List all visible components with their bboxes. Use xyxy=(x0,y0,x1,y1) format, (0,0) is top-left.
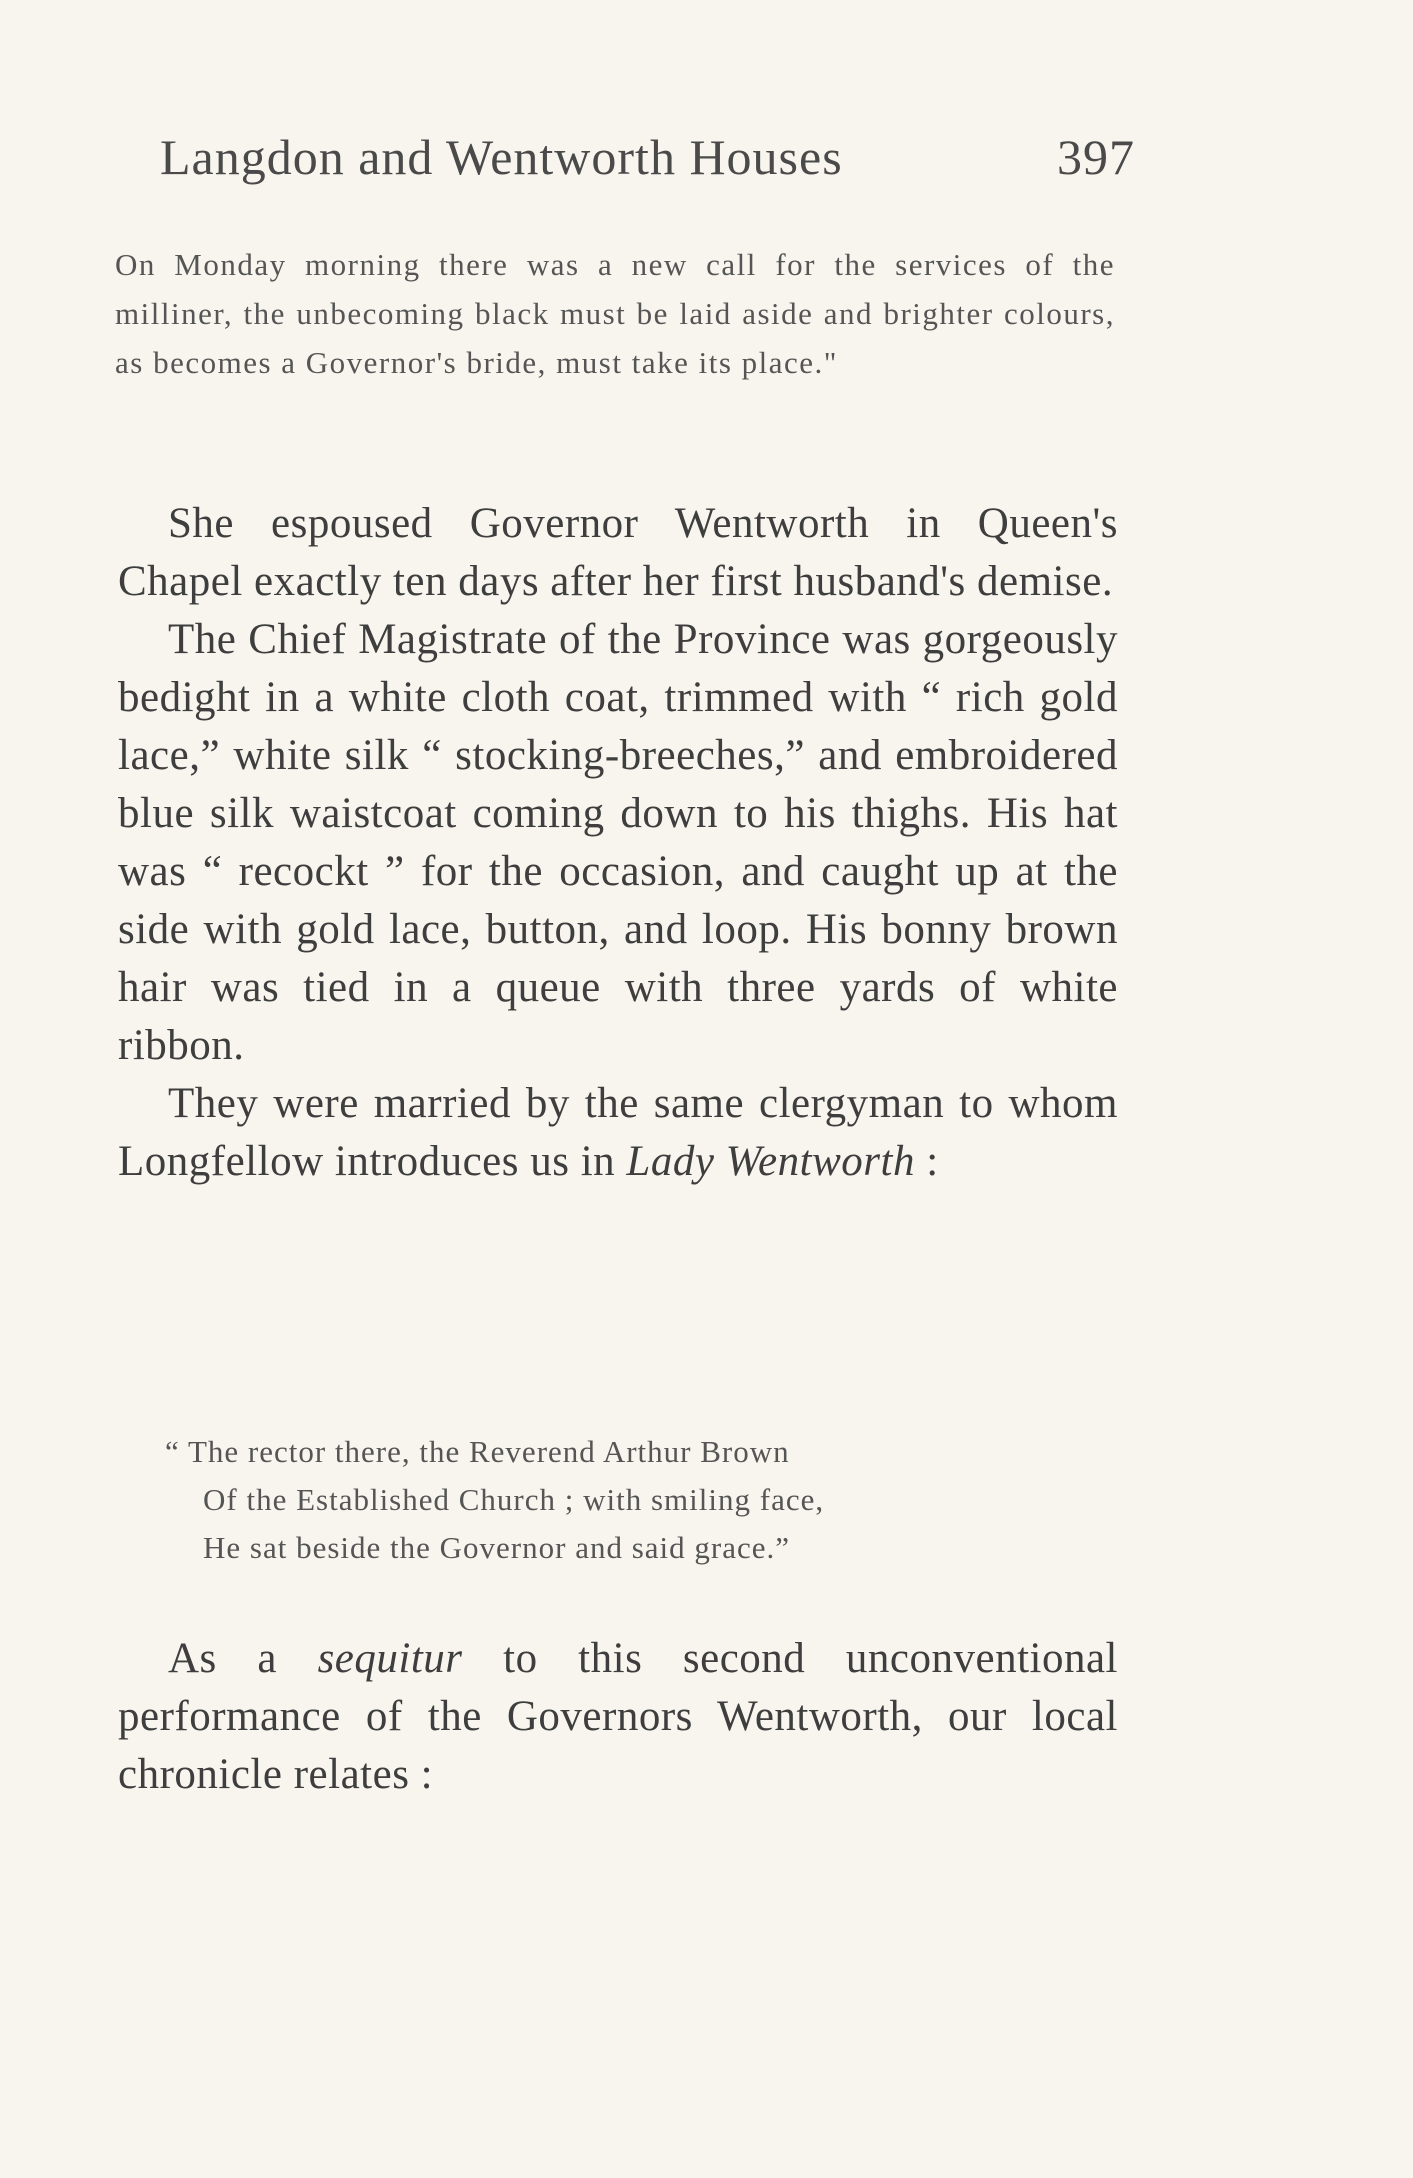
quoted-passage-continuation: On Monday morning there was a new call for the services of the milliner, the unbecoming black must be laid aside and brighter colours, as becomes a Governor's bride, must take its place." xyxy=(115,247,1115,380)
paragraph-sequitur-text: to this second unconventional performance of the Governors Wentworth, our local chronicle relates : xyxy=(118,1635,1119,1798)
verse-quotation xyxy=(165,1428,1065,1572)
closing-text-block xyxy=(118,1630,1118,1804)
paragraph-clergyman-text: They were married by the same clergyman to whom Longfellow introduces us in xyxy=(118,1080,1118,1185)
verse-line-1: “ The rector there, the Reverend Arthur Brown xyxy=(165,1434,790,1469)
running-title: Langdon and Wentworth Houses xyxy=(160,129,843,185)
main-text-block xyxy=(118,495,1118,1191)
paragraph-sequitur-start: As a xyxy=(168,1635,318,1682)
paragraph-marriage: She espoused Governor Wentworth in Queen's Chapel exactly ten days after her first husband's demise. xyxy=(118,500,1118,605)
verse-line-2: Of the Established Church ; with smiling face, xyxy=(203,1482,825,1517)
paragraph-clergyman xyxy=(118,1075,1118,1191)
paragraph-clergyman-end: : xyxy=(914,1138,939,1185)
poem-title: Lady Wentworth xyxy=(626,1138,915,1185)
latin-term: sequitur xyxy=(317,1635,463,1682)
verse-line-3: He sat beside the Governor and said grace.” xyxy=(203,1530,790,1565)
paragraph-governor-attire: The Chief Magistrate of the Province was gorgeously bedight in a white cloth coat, trimmed with “ rich gold lace,” white silk “ stocking-breeches,” and embroidered blue silk waistcoat coming down to his thighs. His hat was “ recockt ” for the occasion, and caught up at the side with gold lace, button, and loop. His bonny brown hair was tied in a queue with three yards of white ribbon. xyxy=(118,616,1118,1069)
running-head xyxy=(160,128,1135,198)
paragraph-sequitur xyxy=(118,1630,1118,1804)
page-number: 397 xyxy=(1057,129,1135,185)
